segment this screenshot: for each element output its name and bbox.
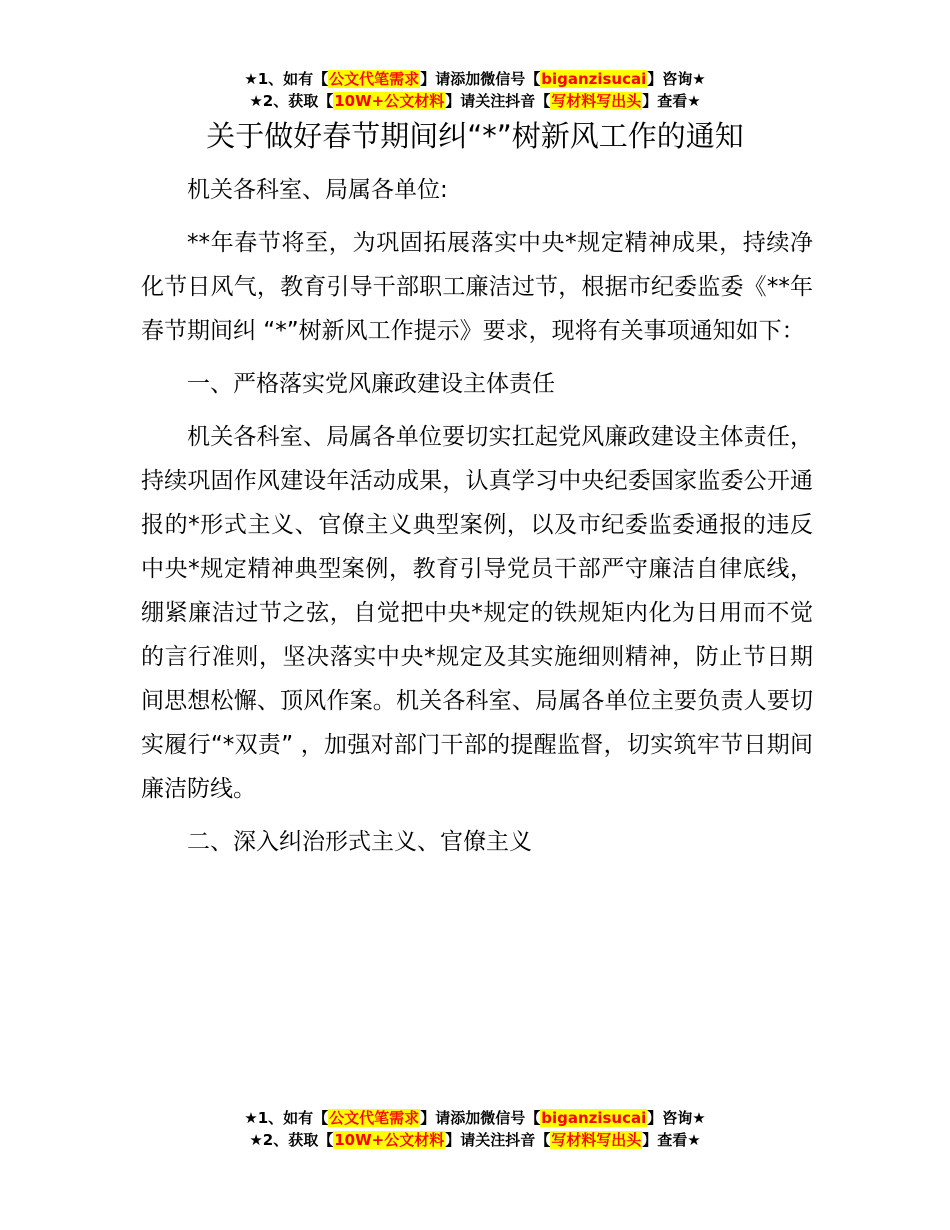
promo-highlight-wechat-id: biganzisucai bbox=[541, 1109, 647, 1127]
promo-text: 】请关注抖音【 bbox=[445, 92, 551, 110]
intro-paragraph: **年春节将至，为巩固拓展落实中央*规定精神成果，持续净化节日风气，教育引导干部职工廉洁过节，根据市纪委监委《**年春节期间纠 “*”树新风工作提示》要求，现将有关事项通知如下： bbox=[141, 230, 813, 344]
promo-text: 】查看★ bbox=[642, 92, 701, 110]
promo-highlight: 公文代笔需求 bbox=[329, 1109, 420, 1127]
salutation: 机关各科室、局属各单位: bbox=[187, 177, 448, 203]
promo-line-2 bbox=[0, 1129, 950, 1151]
promo-text: 】请添加微信号【 bbox=[420, 70, 541, 88]
promo-highlight: 公文代笔需求 bbox=[329, 70, 420, 88]
promo-text: 】咨询★ bbox=[647, 1109, 706, 1127]
promo-line-1 bbox=[0, 1107, 950, 1129]
promo-text: 】查看★ bbox=[642, 1131, 701, 1149]
promo-highlight: 10W+公文材料 bbox=[334, 1131, 445, 1149]
promo-text: ★2、获取【 bbox=[249, 1131, 334, 1149]
promo-line-1 bbox=[0, 68, 950, 90]
promo-highlight-douyin-id: 写材料写出头 bbox=[551, 92, 642, 110]
section-2-heading: 二、深入纠治形式主义、官僚主义 bbox=[187, 829, 532, 855]
promo-highlight-wechat-id: biganzisucai bbox=[541, 70, 647, 88]
document-body bbox=[141, 168, 813, 873]
promo-text: ★1、如有【 bbox=[244, 1109, 329, 1127]
top-promo-banner bbox=[0, 68, 950, 112]
promo-highlight-douyin-id: 写材料写出头 bbox=[551, 1131, 642, 1149]
promo-text: ★2、获取【 bbox=[249, 92, 334, 110]
bottom-promo-banner bbox=[0, 1107, 950, 1151]
promo-text: 】请关注抖音【 bbox=[445, 1131, 551, 1149]
section-1-heading: 一、严格落实党风廉政建设主体责任 bbox=[187, 371, 555, 397]
document-title: 关于做好春节期间纠“*”树新风工作的通知 bbox=[206, 119, 744, 153]
section-1-body: 机关各科室、局属各单位要切实扛起党风廉政建设主体责任，持续巩固作风建设年活动成果，认真学习中央纪委国家监委公开通报的*形式主义、官僚主义典型案例，以及市纪委监委通报的违反中央*规定精神典型案例，教育引导党员干部严守廉洁自律底线，绷紧廉洁过节之弦，自觉把中央*规定的铁规矩内化为日用而不觉的言行准则，坚决落实中央*规定及其实施细则精神，防止节日期间思想松懈、顶风作案。机关各科室、局属各单位主要负责人要切实履行“*双责” ，加强对部门干部的提醒监督，切实筑牢节日期间廉洁防线。 bbox=[141, 424, 813, 802]
promo-text: ★1、如有【 bbox=[244, 70, 329, 88]
promo-text: 】请添加微信号【 bbox=[420, 1109, 541, 1127]
promo-line-2 bbox=[0, 90, 950, 112]
promo-highlight: 10W+公文材料 bbox=[334, 92, 445, 110]
promo-text: 】咨询★ bbox=[647, 70, 706, 88]
